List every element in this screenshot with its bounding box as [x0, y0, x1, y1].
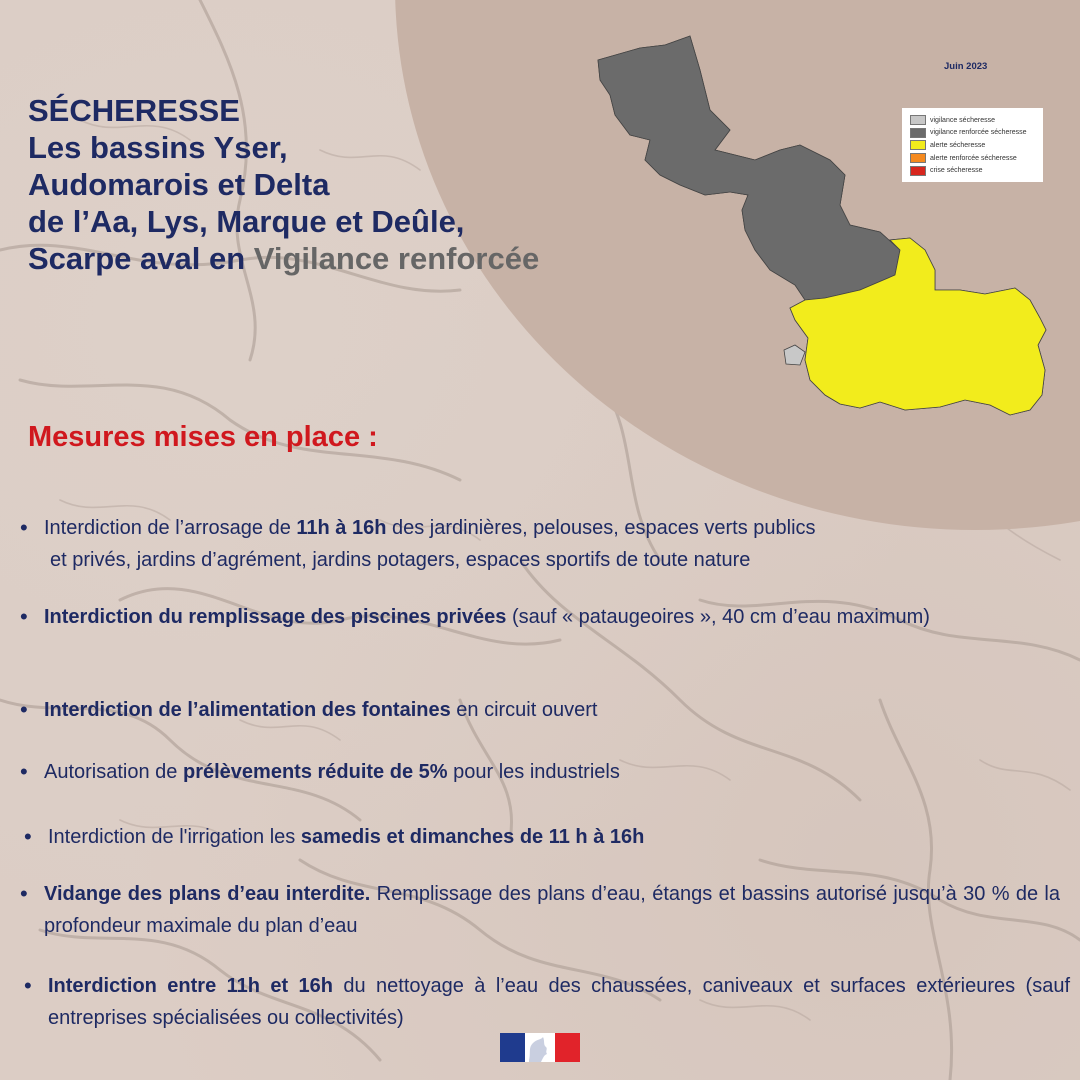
title-line: SÉCHERESSE [28, 93, 240, 128]
bullet-icon: • [20, 759, 28, 784]
bullet-icon: • [24, 824, 32, 849]
measure-item [20, 601, 1066, 633]
measure-post: du nettoyage à l’eau des chaussées, caniveaux et surfaces extérieures (sauf entreprises spécialisées ou collectivités) [48, 975, 1070, 1029]
measure-bold: prélèvements réduite de 5% [182, 761, 448, 783]
map-date: Juin 2023 [944, 61, 988, 72]
legend-swatch [910, 115, 926, 125]
logo-blue-band [500, 1033, 525, 1062]
measure-line2: et privés, jardins d’agrément, jardins potagers, espaces sportifs de toute nature [50, 549, 751, 571]
legend-label: alerte renforcée sécheresse [930, 154, 1017, 162]
measure-item [20, 512, 1060, 576]
measure-bold: 11h à 16h [296, 517, 387, 539]
measure-item [20, 694, 1060, 726]
legend-item [910, 127, 1043, 140]
logo-red-band [555, 1033, 580, 1062]
legend-label: alerte sécheresse [930, 141, 986, 149]
measure-item [24, 970, 1070, 1034]
page-title [28, 92, 648, 277]
title-line: Scarpe aval en [28, 241, 254, 276]
legend-label: vigilance sécheresse [930, 116, 995, 124]
drought-map [590, 30, 1060, 430]
title-line: Les bassins Yser, [28, 130, 288, 165]
legend-swatch [910, 166, 926, 176]
bullet-icon: • [20, 881, 28, 906]
measures-heading: Mesures mises en place : [28, 421, 378, 453]
measure-text [48, 970, 1070, 1034]
measure-text [44, 878, 1060, 942]
legend-swatch [910, 153, 926, 163]
map-region-vigilance [784, 345, 805, 365]
map-legend [902, 108, 1043, 182]
measure-pre: Interdiction de l’arrosage de [44, 517, 297, 539]
measure-bold: Interdiction du remplissage des piscines privées [44, 606, 507, 628]
measure-post: Remplissage des plans d’eau, étangs et bassins autorisé jusqu’à 30 % de la profondeur maximale du plan d’eau [44, 883, 1061, 937]
measure-post: pour les industriels [447, 761, 620, 783]
measure-text [44, 756, 1060, 788]
legend-item [910, 139, 1043, 152]
measure-bold: Vidange des plans d’eau interdite. [44, 883, 371, 905]
bullet-icon: • [20, 604, 28, 629]
measure-pre: Interdiction de l'irrigation les [48, 826, 301, 848]
bullet-icon: • [20, 697, 28, 722]
bullet-icon: • [24, 973, 32, 998]
legend-item [910, 164, 1043, 177]
legend-swatch [910, 140, 926, 150]
measure-post: en circuit ouvert [450, 699, 598, 721]
title-line: Audomarois et Delta [28, 167, 330, 202]
measure-pre: Autorisation de [44, 761, 183, 783]
measure-text [44, 601, 1066, 633]
measure-item [24, 821, 1064, 853]
measure-item [20, 756, 1060, 788]
legend-label: crise sécheresse [930, 167, 983, 175]
measure-bold: samedis et dimanches de 11 h à 16h [300, 826, 645, 848]
title-line-last [28, 240, 648, 277]
bullet-icon: • [20, 515, 28, 540]
measure-post: des jardinières, pelouses, espaces verts publics [386, 517, 816, 539]
marianne-profile-icon [525, 1033, 555, 1062]
measure-text [44, 694, 1060, 726]
title-highlight: Vigilance renforcée [253, 241, 540, 276]
republique-francaise-logo [500, 1033, 580, 1062]
measure-bold: Interdiction de l’alimentation des fontaines [44, 699, 451, 721]
measure-item [20, 878, 1060, 942]
measure-text [44, 512, 1060, 576]
legend-swatch [910, 128, 926, 138]
logo-white-band [525, 1033, 555, 1062]
measure-text [48, 821, 1064, 853]
measure-post: (sauf « pataugeoires », 40 cm d’eau maximum) [506, 606, 930, 628]
legend-item [910, 152, 1043, 165]
legend-item [910, 114, 1043, 127]
measure-bold: Interdiction entre 11h et 16h [48, 975, 333, 997]
legend-label: vigilance renforcée sécheresse [930, 129, 1027, 137]
title-line: de l’Aa, Lys, Marque et Deûle, [28, 204, 465, 239]
